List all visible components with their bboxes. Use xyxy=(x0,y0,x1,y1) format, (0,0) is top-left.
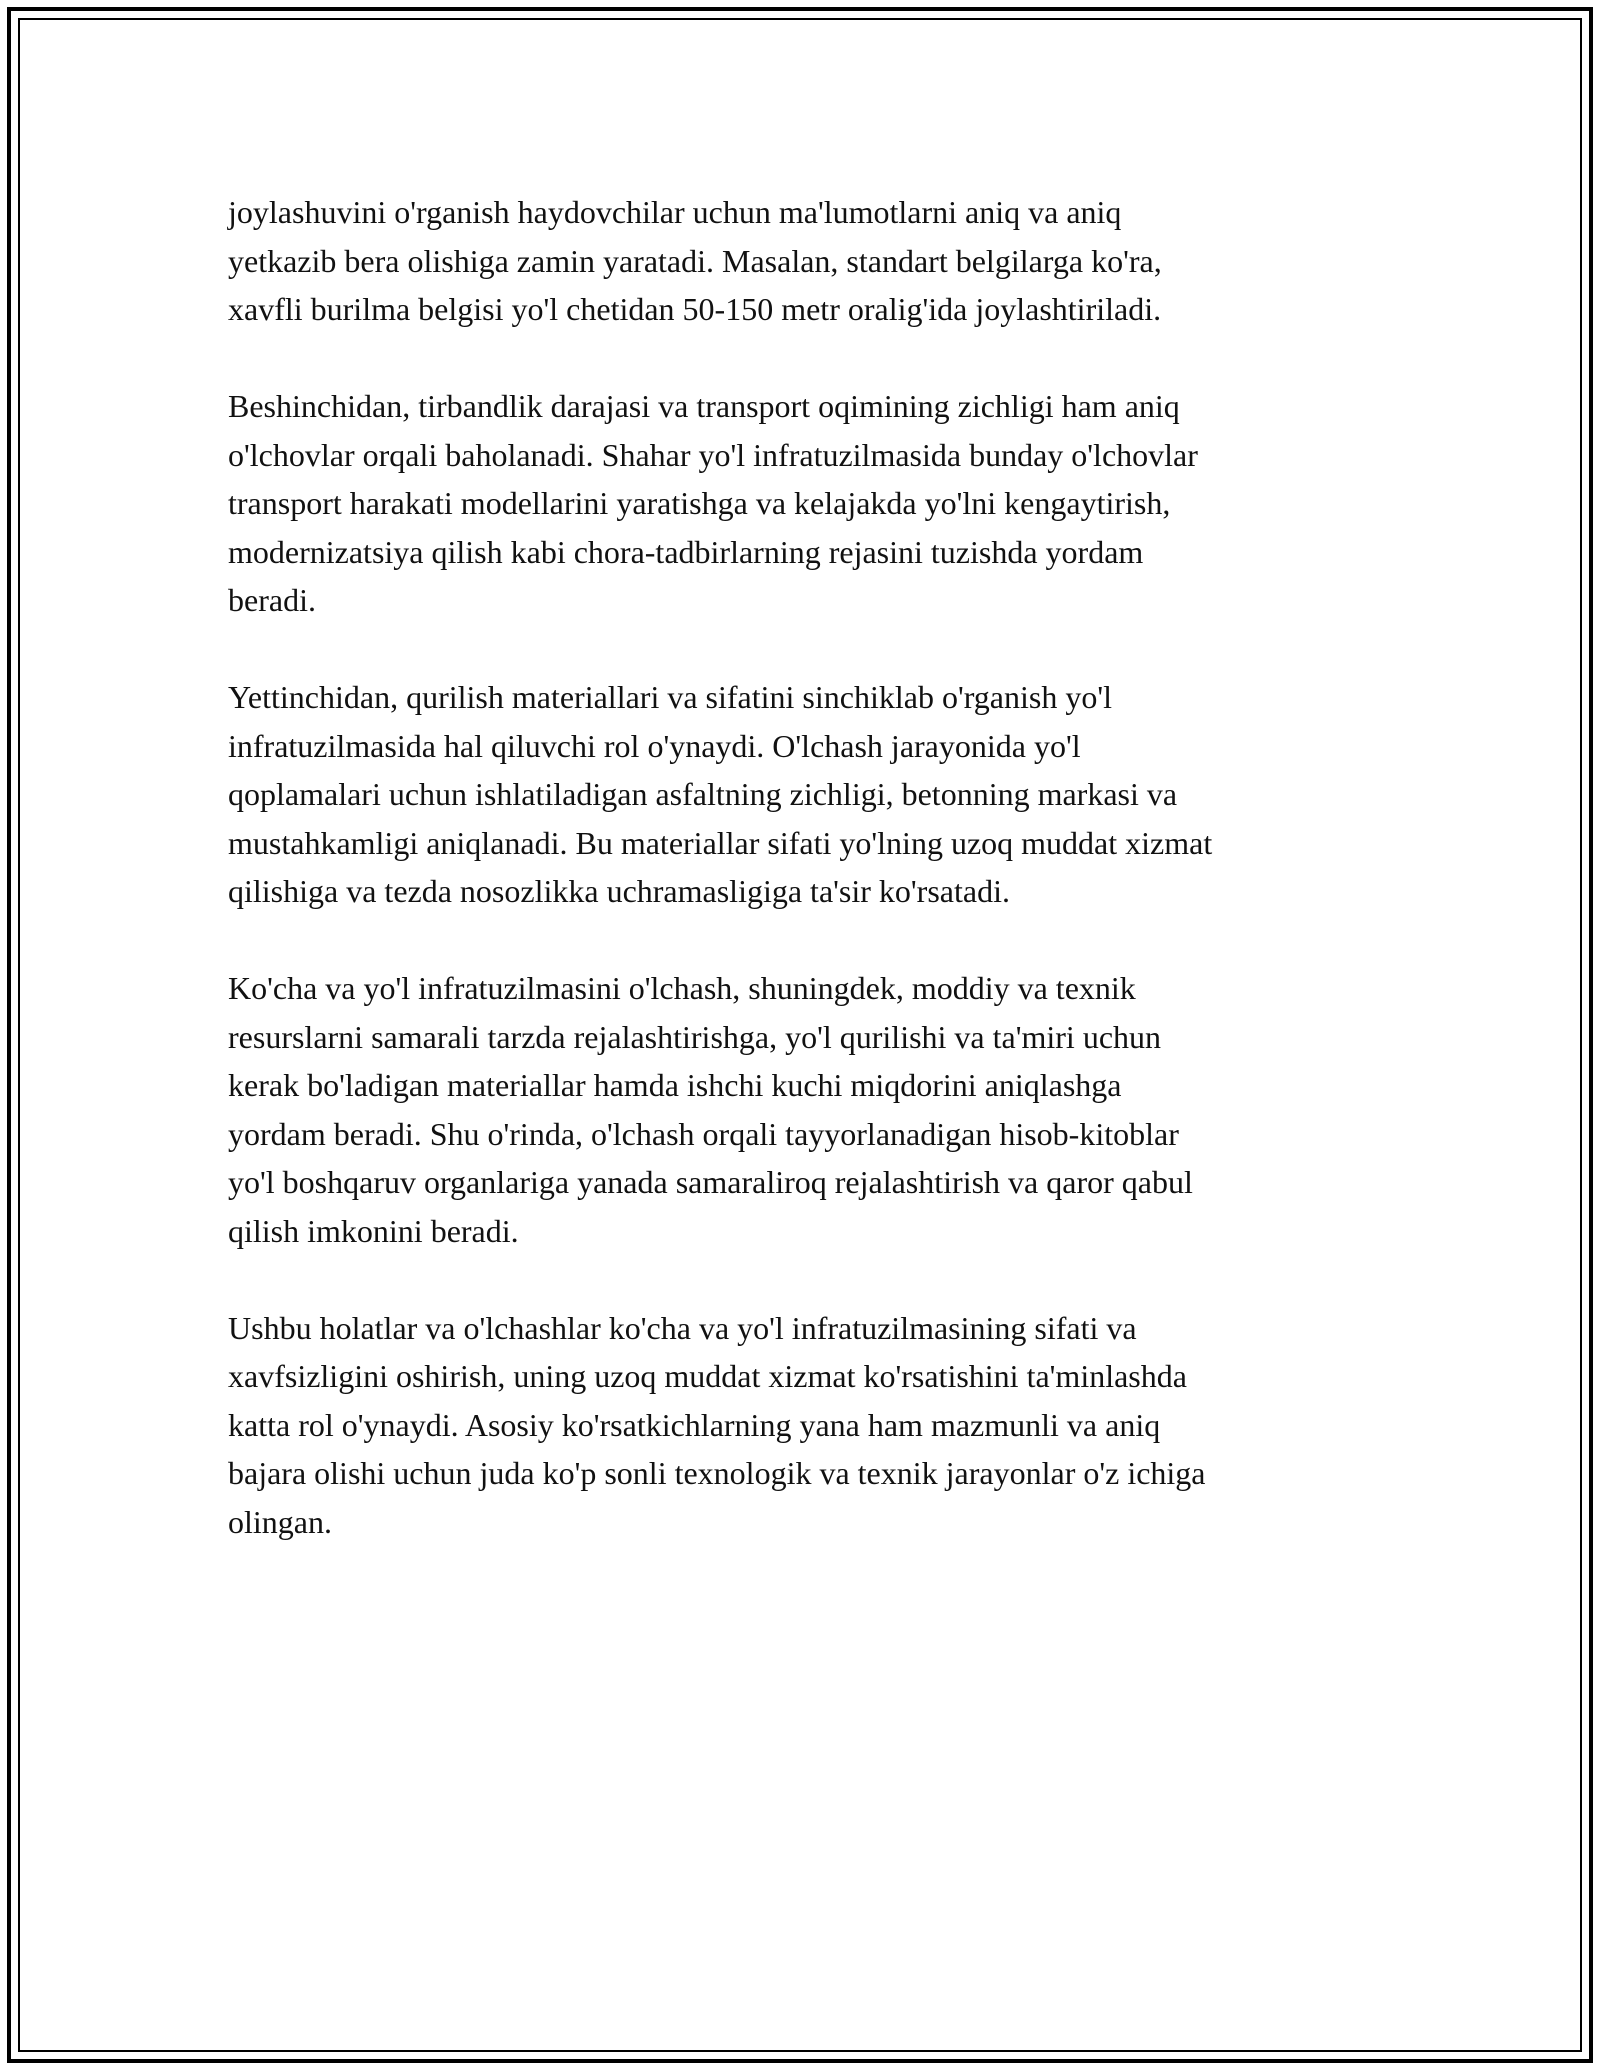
text-line: beradi. xyxy=(228,582,316,618)
text-line: Yettinchidan, qurilish materiallari va sifatini sinchiklab o'rganish yo'l xyxy=(228,679,1112,715)
text-line: bajara olishi uchun juda ko'p sonli texnologik va texnik jarayonlar o'z ichiga xyxy=(228,1455,1206,1491)
text-line: joylashuvini o'rganish haydovchilar uchun ma'lumotlarni aniq va aniq xyxy=(228,194,1122,230)
text-line: xavfsizligini oshirish, uning uzoq muddat xizmat ko'rsatishini ta'minlashda xyxy=(228,1358,1187,1394)
text-line: yetkazib bera olishiga zamin yaratadi. Masalan, standart belgilarga ko'ra, xyxy=(228,242,1162,279)
text-line: Beshinchidan, tirbandlik darajasi va transport oqimining zichligi ham aniq xyxy=(228,388,1180,424)
text-line: mustahkamligi aniqlanadi. Bu materiallar sifati yo'lning uzoq muddat xizmat xyxy=(228,824,1213,861)
text-line: qoplamalari uchun ishlatiladigan asfaltning zichligi, betonning markasi va xyxy=(228,776,1178,812)
paragraph xyxy=(228,673,1378,916)
text-line: Ushbu holatlar va o'lchashlar ko'cha va yo'l infratuzilmasining sifati va xyxy=(228,1309,1137,1346)
text-line: yo'l boshqaruv organlariga yanada samaraliroq rejalashtirish va qaror qabul xyxy=(228,1164,1193,1200)
text-line: Ko'cha va yo'l infratuzilmasini o'lchash, shuningdek, moddiy va texnik xyxy=(228,970,1136,1006)
document-body xyxy=(228,188,1378,1595)
paragraph xyxy=(228,382,1378,625)
text-line: resurslarni samarali tarzda rejalashtirishga, yo'l qurilishi va ta'miri uchun xyxy=(228,1018,1162,1055)
text-line: kerak bo'ladigan materiallar hamda ishchi kuchi miqdorini aniqlashga xyxy=(228,1067,1122,1103)
paragraph xyxy=(228,964,1378,1255)
paragraph xyxy=(228,188,1378,334)
text-line: qilish imkonini beradi. xyxy=(228,1212,519,1249)
text-line: yordam beradi. Shu o'rinda, o'lchash orqali tayyorlanadigan hisob-kitoblar xyxy=(228,1115,1179,1152)
paragraph xyxy=(228,1304,1378,1547)
text-line: o'lchovlar orqali baholanadi. Shahar yo'l infratuzilmasida bunday o'lchovlar xyxy=(228,436,1198,473)
text-line: qilishiga va tezda nosozlikka uchramasligiga ta'sir ko'rsatadi. xyxy=(228,873,1010,909)
text-line: infratuzilmasida hal qiluvchi rol o'ynaydi. O'lchash jarayonida yo'l xyxy=(228,727,1081,764)
text-line: modernizatsiya qilish kabi chora-tadbirlarning rejasini tuzishda yordam xyxy=(228,533,1144,570)
text-line: olingan. xyxy=(228,1503,332,1540)
text-line: katta rol o'ynaydi. Asosiy ko'rsatkichlarning yana ham mazmunli va aniq xyxy=(228,1406,1161,1443)
text-line: xavfli burilma belgisi yo'l chetidan 50-150 metr oralig'ida joylashtiriladi. xyxy=(228,291,1162,327)
text-line: transport harakati modellarini yaratishga va kelajakda yo'lni kengaytirish, xyxy=(228,485,1171,521)
